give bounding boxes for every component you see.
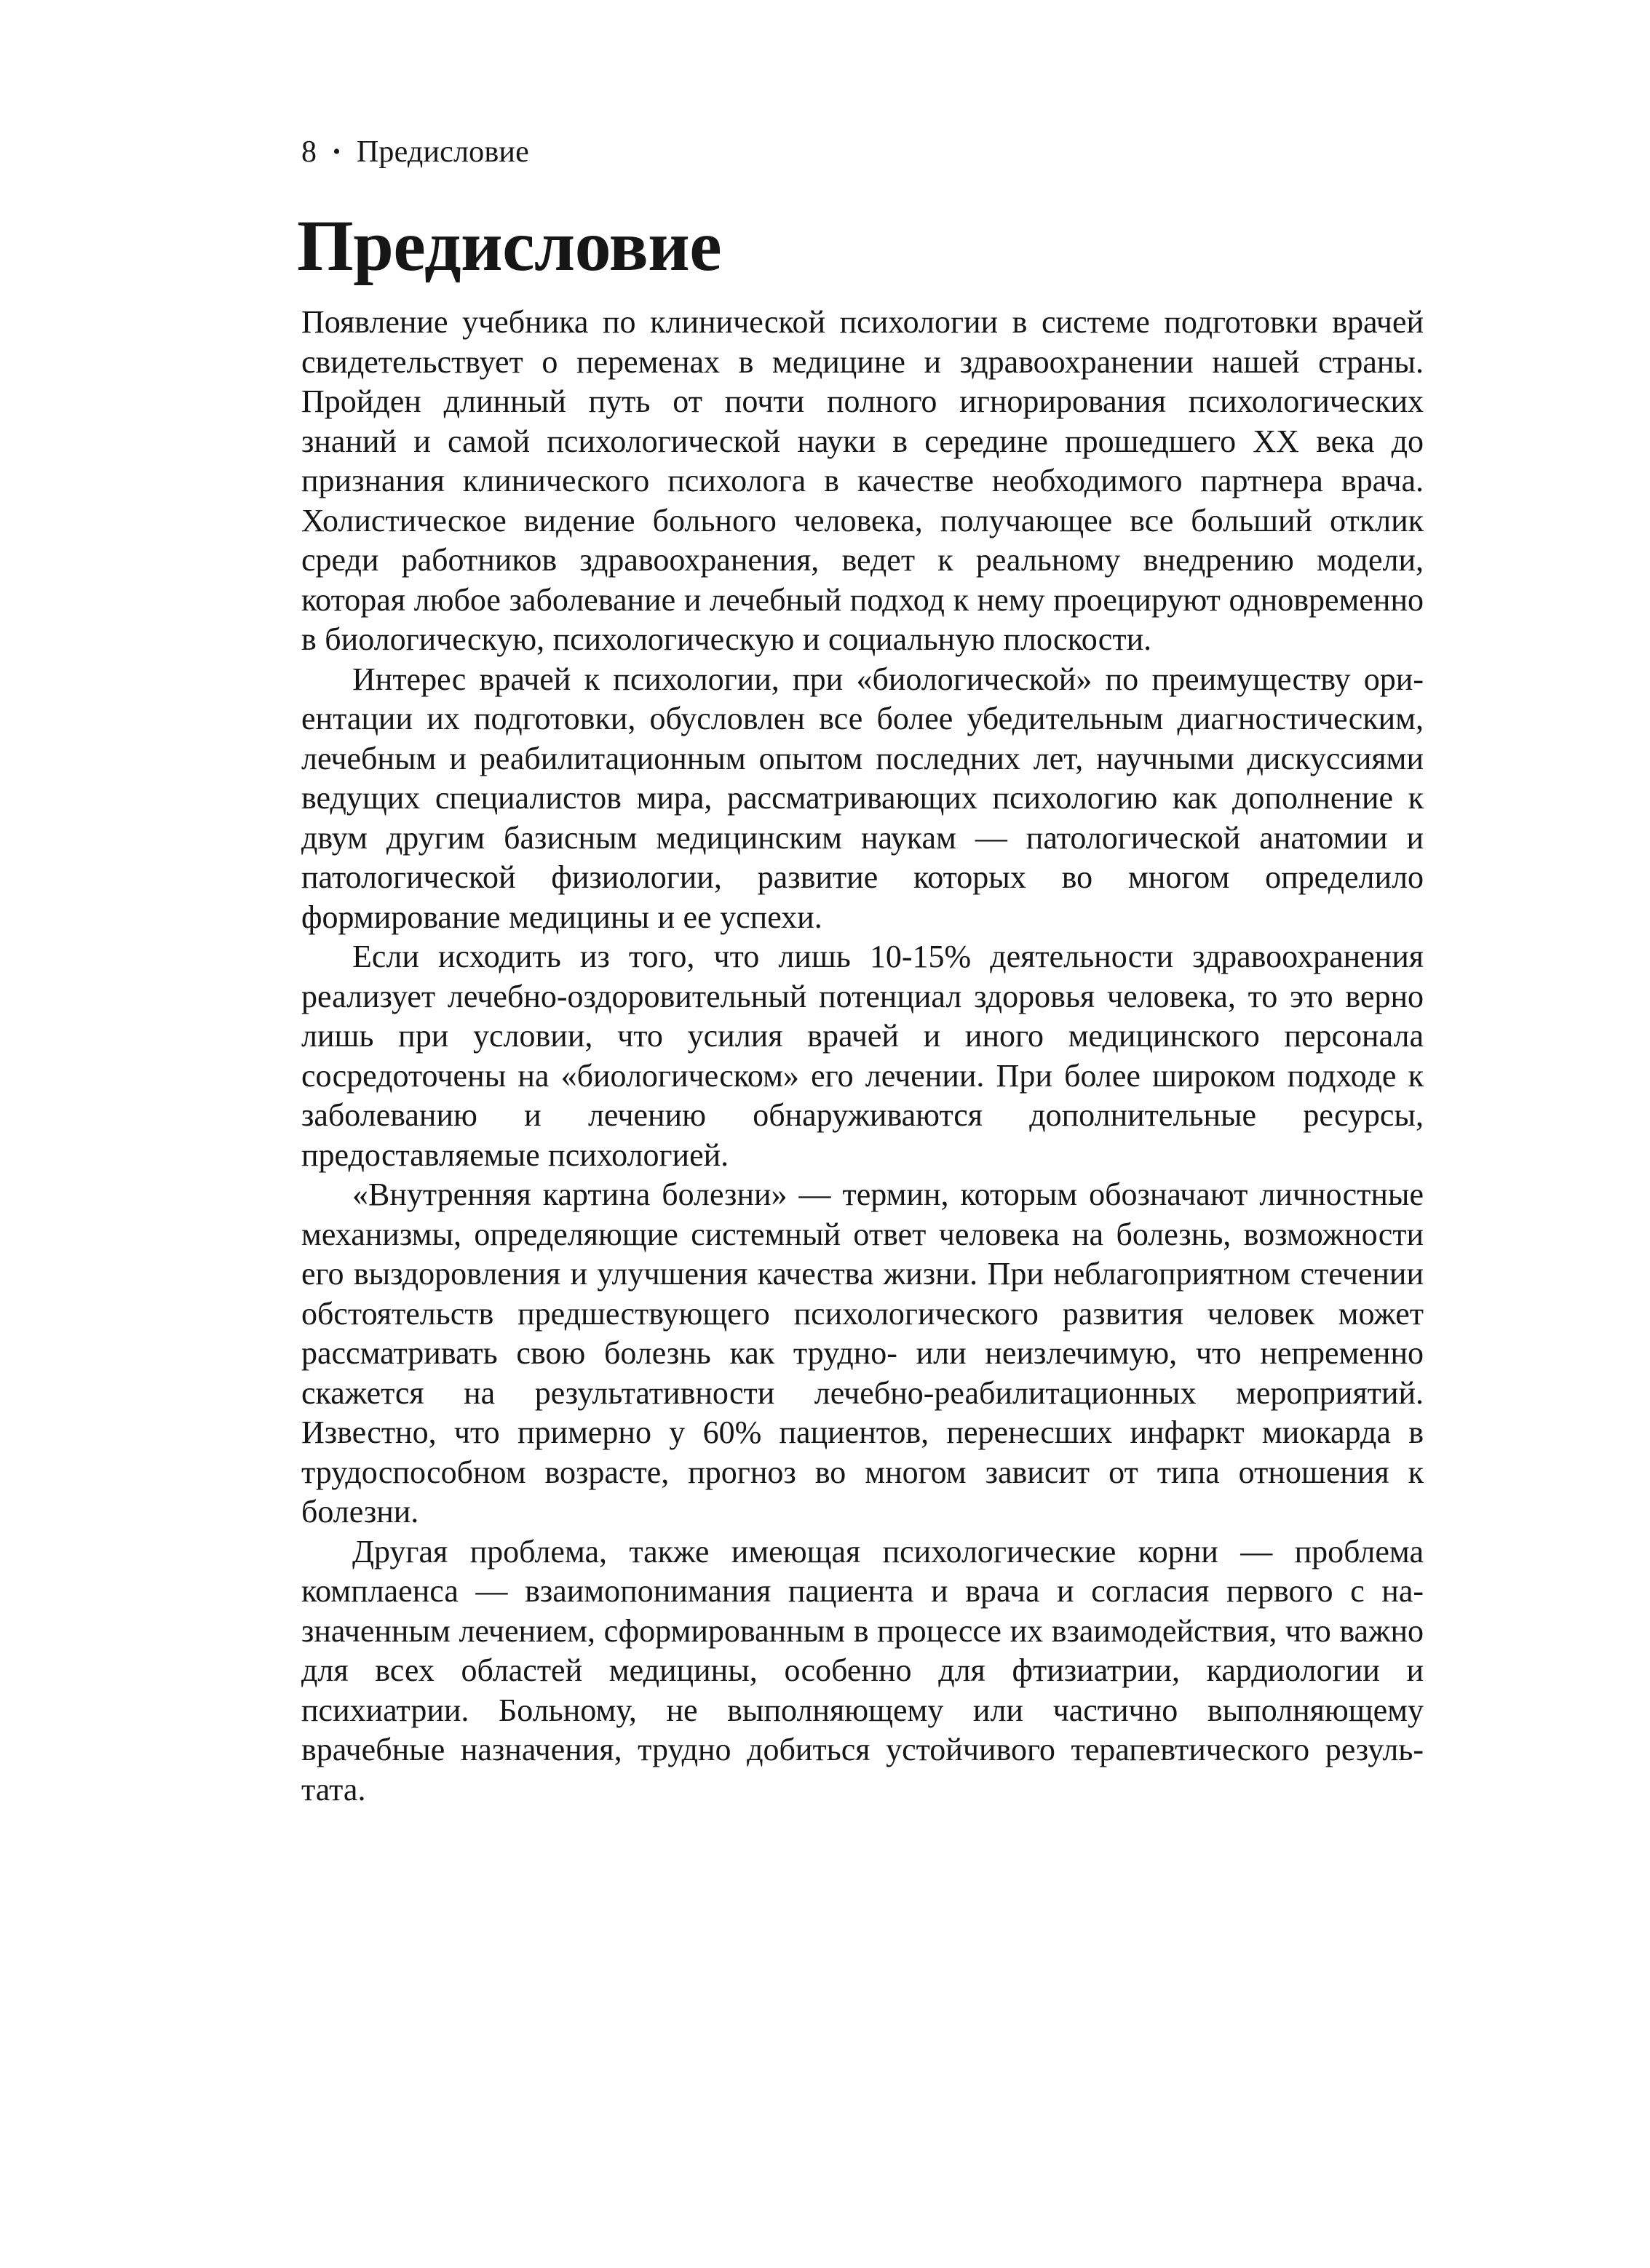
body-text [301,303,1424,1810]
paragraph-3: Если исходить из того, что лишь 10-15% деятельности здравоохранения реализует лечебно-оздоровительный потенциал здоровья человека, то это верно лишь при условии, что усилия врачей и иного медицинского персонала сосредоточены на «биологическом» его лечении. При более широком подходе к заболеванию и лечению обнаруживаются дополнительные ресурсы, предоставляемые психологией. [301,939,1424,1173]
paragraph-5: Другая проблема, также имеющая психологические корни — проблема комплаенса — взаимопонимания пациента и врача и согласия первого с назначенным лечением, сформированным в процессе их взаимодействия, что важно для всех областей медицины, особенно для фтизиатрии, кардиологии и психиатрии. Больному, не выполняющему или частично выполняющему врачебные назначения, трудно добиться устойчивого терапевтического результата. [301,1533,1424,1807]
paragraph-4: «Внутренняя картина болезни» — термин, которым обозначают личностные механизмы, определяющие системный ответ человека на болезнь, возможности его выздоровления и улучшения качества жизни. При неблагоприятном стечении обстоятельств предшествующего психологического развития человек может рассматривать свою болезнь как трудно- или неизлечимую, что непременно скажется на результативности лечебно-реабилитационных мероприятий. Известно, что примерно у 60% пациентов, перенесших инфаркт миокарда в трудоспособном возрасте, прогноз во многом зависит от типа отношения к болезни. [301,1177,1424,1529]
paragraph-1: Появление учебника по клинической психологии в системе подготовки врачей свидетельствует о переменах в медицине и здравоохранении нашей страны. Пройден длинный путь от почти полного игнорирования психологических знаний и самой психологической науки в середине прошедшего XX века до признания клинического психолога в качестве необходимого партнера врача. Холистическое видение больного человека, получающее все больший отклик среди работников здравоохранения, ведет к реальному внедрению модели, которая любое заболевание и лечебный подход к нему проецируют одновременно в биологическую, психологическую и социальную плоскости. [301,304,1424,657]
running-title: Предисловие [356,135,529,169]
chapter-title: Предисловие [297,205,722,286]
paragraph-2: Интерес врачей к психологии, при «биологической» по преимуществу ориентации их подготовки, обусловлен все более убедительным диагностическим, лечебным и реабилитационным опытом последних лет, научными дискуссиями ведущих специалистов мира, рассматривающих психологию как дополнение к двум другим базисным медицинским наукам — патологической анатомии и патологической физиологии, развитие которых во многом определило формирование медицины и ее успехи. [301,661,1424,935]
running-header [301,133,529,174]
page-number: 8 [301,135,317,169]
header-separator: • [333,140,341,164]
